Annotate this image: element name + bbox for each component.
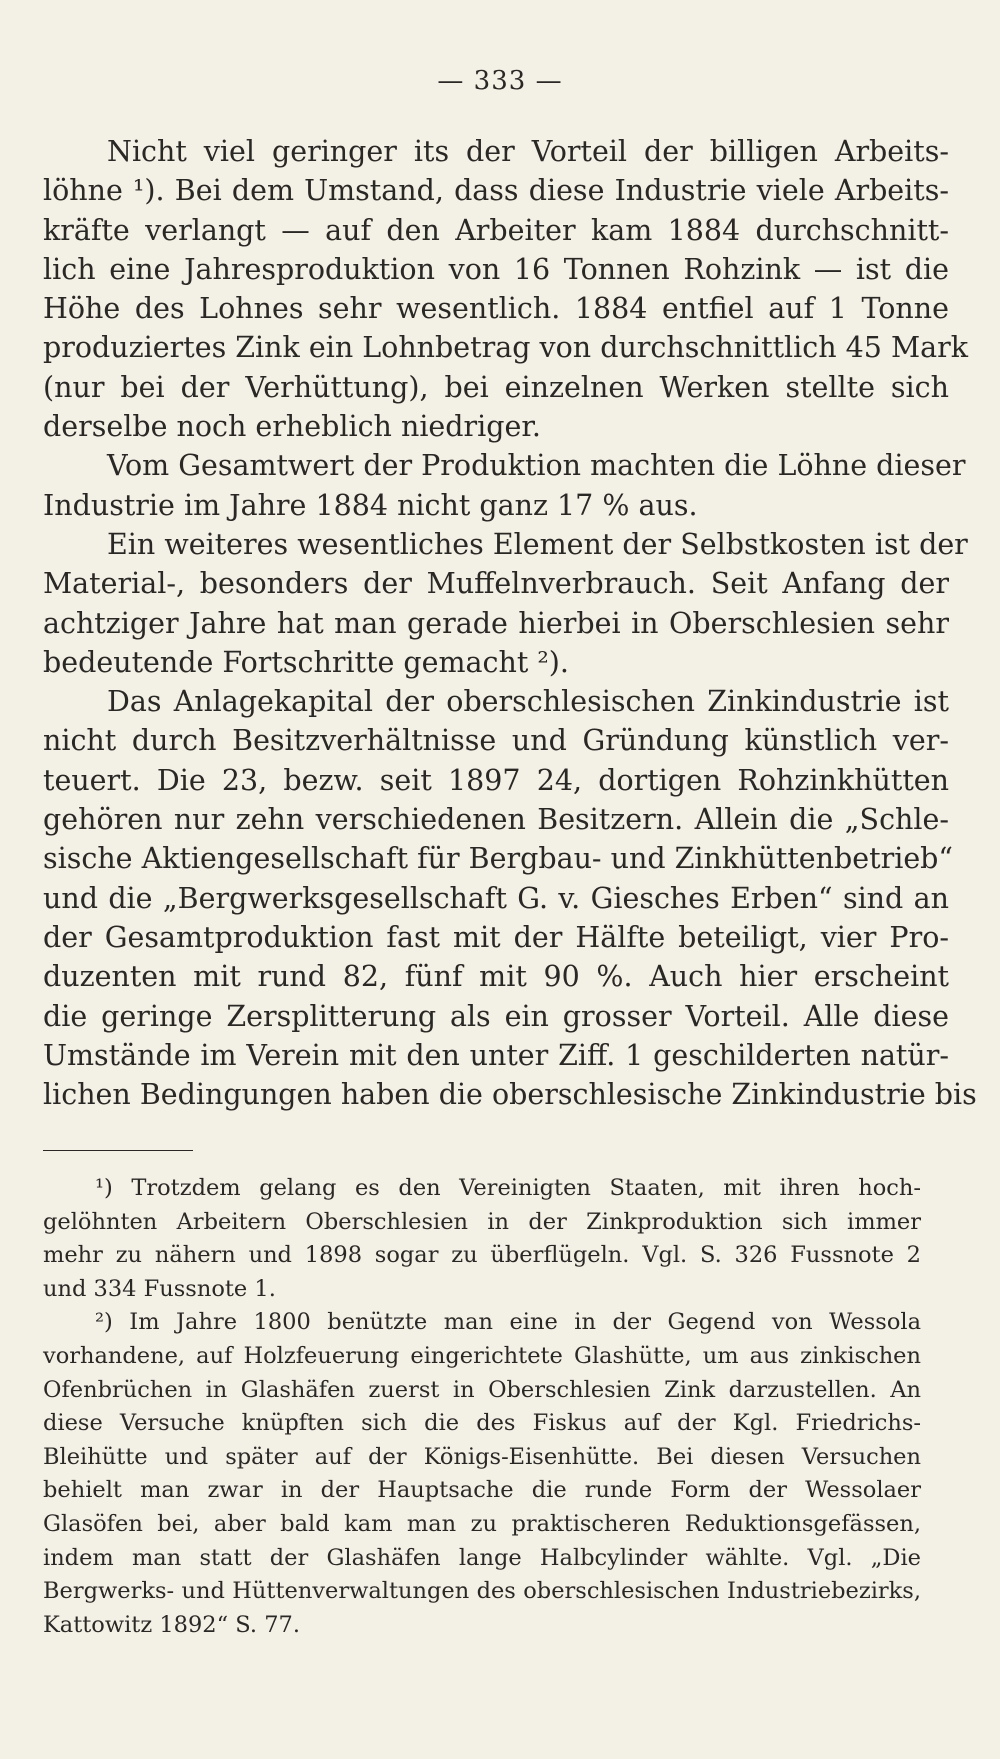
main-text — [43, 132, 977, 1114]
text-line: die geringe Zersplitterung als ein grosser Vorteil. Alle diese — [43, 999, 949, 1033]
text-line: gehören nur zehn verschiedenen Besitzern. Allein die „Schle- — [43, 803, 949, 837]
text-line: ¹) Trotzdem gelang es den Vereinigten Staaten, mit ihren hoch- — [95, 1175, 921, 1201]
text-line: mehr zu nähern und 1898 sogar zu überflügeln. Vgl. S. 326 Fussnote 2 — [43, 1242, 921, 1269]
text-line: lich eine Jahresproduktion von 16 Tonnen Rohzink — ist die — [43, 252, 949, 286]
text-line: bedeutende Fortschritte gemacht ²). — [43, 645, 569, 679]
text-line: nicht durch Besitzverhältnisse und Gründung künstlich ver- — [43, 724, 949, 758]
text-line: teuert. Die 23, bezw. seit 1897 24, dortigen Rohzinkhütten — [43, 763, 949, 797]
text-line: Umstände im Verein mit den unter Ziff. 1 geschilderten natür- — [43, 1038, 949, 1072]
text-line: Vom Gesamtwert der Produktion machten die Löhne dieser — [107, 449, 966, 483]
text-line: sische Aktiengesellschaft für Bergbau- und Zinkhüttenbetrieb“ — [43, 842, 953, 876]
text-line: lichen Bedingungen haben die oberschlesische Zinkindustrie bis — [43, 1078, 977, 1112]
text-line: Glasöfen bei, aber bald kam man zu praktischeren Reduktionsgefässen, — [43, 1510, 921, 1537]
text-line: Ein weiteres wesentliches Element der Selbstkosten ist der — [107, 527, 968, 561]
text-line: löhne ¹). Bei dem Umstand, dass diese Industrie viele Arbeits- — [43, 174, 949, 208]
text-line: Material-, besonders der Muffelnverbrauch. Seit Anfang der — [43, 567, 949, 601]
text-line: (nur bei der Verhüttung), bei einzelnen Werken stellte sich — [43, 370, 949, 404]
text-line: und 334 Fussnote 1. — [43, 1275, 276, 1302]
text-line: Höhe des Lohnes sehr wesentlich. 1884 entfiel auf 1 Tonne — [43, 292, 949, 326]
text-line: Das Anlagekapital der oberschlesischen Zinkindustrie ist — [107, 685, 949, 719]
text-line: diese Versuche knüpften sich die des Fiskus auf der Kgl. Friedrichs- — [43, 1410, 921, 1437]
footnotes — [43, 1172, 921, 1642]
text-line: der Gesamtproduktion fast mit der Hälfte beteiligt, vier Pro- — [43, 920, 949, 954]
text-line: achtziger Jahre hat man gerade hierbei in Oberschlesien sehr — [43, 606, 949, 640]
text-line: Nicht viel geringer its der Vorteil der billigen Arbeits- — [107, 135, 949, 168]
text-line: kräfte verlangt — auf den Arbeiter kam 1884 durchschnitt- — [43, 213, 949, 247]
text-line: Ofenbrüchen in Glashäfen zuerst in Oberschlesien Zink darzustellen. An — [43, 1376, 921, 1403]
text-line: behielt man zwar in der Hauptsache die runde Form der Wessolaer — [43, 1477, 921, 1504]
text-line: gelöhnten Arbeitern Oberschlesien in der Zinkproduktion sich immer — [43, 1208, 921, 1235]
text-line: Industrie im Jahre 1884 nicht ganz 17 % aus. — [43, 488, 698, 522]
text-line: duzenten mit rund 82, fünf mit 90 %. Auch hier erscheint — [43, 960, 949, 994]
text-line: derselbe noch erheblich niedriger. — [43, 410, 541, 444]
paragraph — [43, 446, 966, 525]
text-line: vorhandene, auf Holzfeuerung eingerichtete Glashütte, um aus zinkischen — [43, 1342, 921, 1369]
text-line: Bergwerks- und Hüttenverwaltungen des oberschlesischen Industriebezirks, — [43, 1578, 921, 1605]
paragraph — [43, 682, 977, 1114]
text-line: produziertes Zink ein Lohnbetrag von durchschnittlich 45 Mark — [43, 331, 969, 365]
footnote-separator — [43, 1150, 193, 1151]
text-line: Kattowitz 1892“ S. 77. — [43, 1611, 300, 1638]
footnote — [43, 1306, 921, 1642]
text-line: Bleihütte und später auf der Königs-Eisenhütte. Bei diesen Versuchen — [43, 1443, 921, 1470]
text-line: ²) Im Jahre 1800 benützte man eine in der Gegend von Wessola — [95, 1309, 921, 1336]
page-number: — 333 — — [437, 66, 563, 96]
paragraph — [43, 525, 968, 682]
text-line: indem man statt der Glashäfen lange Halbcylinder wählte. Vgl. „Die — [43, 1544, 921, 1571]
footnote — [43, 1172, 921, 1306]
paragraph — [43, 132, 969, 446]
text-line: und die „Bergwerksgesellschaft G. v. Giesches Erben“ sind an — [43, 881, 949, 915]
